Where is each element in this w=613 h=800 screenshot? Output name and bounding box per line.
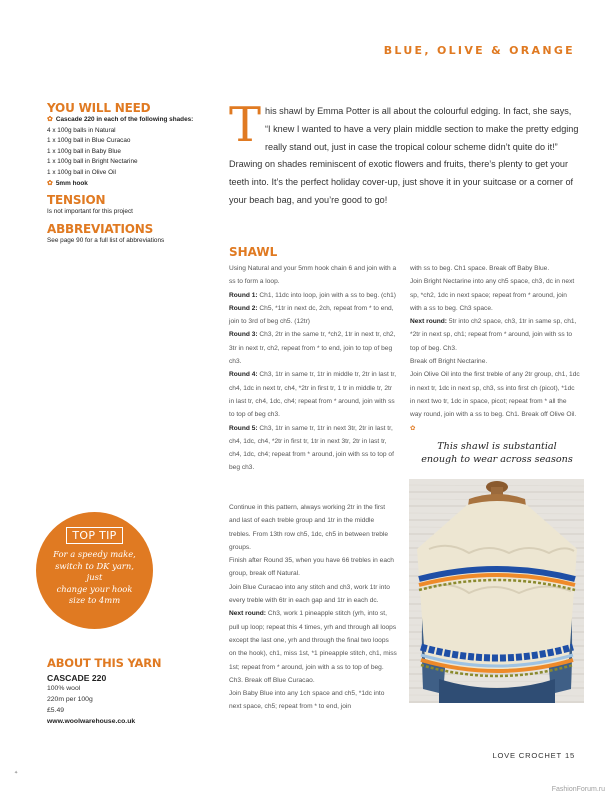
instruction-step: with ss to beg. Ch1 space. Break off Baby Blue.: [410, 265, 550, 272]
top-tip-badge: [36, 512, 153, 629]
instruction-step: Break off Bright Nectarine.: [410, 358, 488, 366]
abbreviations-text: See page 90 for a full list of abbreviations: [47, 236, 165, 244]
about-yarn-title: ABOUT THIS YARN: [47, 656, 162, 670]
shawl-photo: [409, 479, 584, 703]
materials-item: ✿ Cascade 220 in each of the following shades:: [47, 116, 194, 123]
yarn-retailer-link[interactable]: www.woolwarehouse.co.uk: [47, 718, 136, 725]
materials-item: 4 x 100g balls in Natural: [47, 126, 116, 134]
end-flower-icon: ✿: [410, 424, 416, 432]
abbreviations-title: ABBREVIATIONS: [47, 221, 154, 236]
drop-cap: T: [229, 97, 262, 153]
yarn-detail: 100% wool: [47, 685, 81, 692]
instruction-step: Next round: Ch3, work 1 pineapple stitch (yrh, into st, pull up loop; repeat this 4 times, yrh and through all loops except the last one, yrh and through the final two loops on the hook), ch1, miss 1st, *1 pineapple stitch, ch1, miss 1st; repeat from * around, join with a ss to top of beg. Ch3. Break off Blue Curacao.: [229, 610, 397, 684]
instruction-step: Join Baby Blue into any 1ch space and ch5, *1dc into next space, ch5; repeat from * to end, join: [229, 690, 385, 711]
instruction-step: Using Natural and your 5mm hook chain 6 and join with a ss to form a loop.: [229, 265, 397, 286]
sidebar: [47, 101, 207, 246]
instruction-step: Round 2: Ch5, *1tr in next dc, 2ch, repeat from * to end, join to 3rd of beg ch5. (12tr): [229, 304, 394, 326]
intro-paragraph: [229, 97, 579, 210]
page-footer: [492, 751, 575, 760]
instruction-step: Finish after Round 35, when you have 66 trebles in each group, break off Natural.: [229, 557, 394, 578]
materials-item: 1 x 100g ball in Bright Nectarine: [47, 158, 138, 166]
materials-item: 1 x 100g ball in Olive Oil: [47, 168, 116, 176]
tension-text: Is not important for this project: [47, 208, 133, 216]
yarn-price: £5.49: [47, 707, 65, 714]
watermark: FashionForum.ru: [551, 786, 605, 793]
shawl-illustration: [409, 479, 584, 703]
photo-caption: This shawl is substantial enough to wear across seasons: [421, 441, 573, 465]
instructions-column-1-continued: [229, 501, 397, 714]
about-yarn-box: [47, 656, 217, 728]
materials-item: ✿ 5mm hook: [47, 179, 88, 187]
yarn-name: CASCADE 220: [47, 673, 107, 683]
instruction-step: Next round: 5tr into ch2 space, ch3, 1tr in same sp, ch1, *2tr in next sp, ch1; repeat from * around, join with ss to top of beg. Ch3.: [410, 318, 577, 352]
section-header-title: BLUE, OLIVE & ORANGE: [383, 44, 575, 57]
page-number: 15: [564, 751, 575, 760]
materials-item: 1 x 100g ball in Blue Curacao: [47, 137, 131, 145]
tension-title: TENSION: [47, 193, 106, 208]
materials-item: 1 x 100g ball in Baby Blue: [47, 147, 121, 155]
top-tip-title: TOP TIP: [66, 527, 122, 544]
you-will-need-title: YOU WILL NEED: [47, 101, 151, 115]
instruction-step: Join Bright Nectarine into any ch5 space, ch3, dc in next sp, *ch2, 1dc in next space; repeat from * around, join with a ss to beg. Ch3 space.: [410, 278, 575, 312]
shawl-section-title: SHAWL: [229, 245, 278, 259]
flower-bullet-icon: ✿: [47, 179, 53, 187]
instruction-step: Continue in this pattern, always working 2tr in the first and last of each treble group and 1tr in the middle trebles. From 13th row ch5, 1dc, ch5 in between treble groups.: [229, 504, 389, 551]
magazine-name: LOVE CROCHET: [492, 751, 562, 760]
yarn-detail: 220m per 100g: [47, 696, 93, 703]
flower-bullet-icon: ✿: [47, 116, 53, 123]
instruction-step: Round 3: Ch3, 2tr in the same tr, *ch2, 1tr in next tr, ch2, 3tr in next tr, ch2, repeat from * to end, join to top of beg ch3.: [229, 331, 396, 366]
top-tip-text: For a speedy make, switch to DK yarn, just change your hook size to 4mm: [53, 549, 136, 605]
instruction-step: Join Olive Oil into the first treble of any 2tr group, ch1, 1dc in next tr, 1dc in next sp, ch3, ss into first ch (picot), *1dc in next two tr, 1dc in space, picot; repeat from * all the way round, join with a ss to beg. Ch1. Break off Olive Oil. ✿: [410, 371, 580, 432]
instruction-step: Round 4: Ch3, 1tr in same tr, 1tr in middle tr, 2tr in last tr, ch4, 1dc in next tr, ch4, *2tr in first tr, 1 tr in middle tr, 2tr in last tr, ch4, 1dc, ch4; repeat from * around, join with ss to top of beg ch3.: [229, 371, 397, 419]
intro-text: his shawl by Emma Potter is all about the colourful edging. In fact, she says, “I knew I wanted to have a very plain middle section to make the pretty edging really stand out, just in case the tropical colour scheme didn’t quite do it!” Drawing on shades reminiscent of exotic flowers and fruits, there’s plenty to get your teeth into. It’s the perfect holiday cover-up, just shove it in your suitcase or a corner of your beach bag, and you’re good to go!: [229, 106, 579, 205]
instruction-step: Round 1: Ch1, 11dc into loop, join with a ss to beg. (ch1): [229, 291, 397, 299]
instructions-column-1: [229, 262, 397, 475]
instructions-column-2: [410, 262, 580, 435]
instruction-step: Join Blue Curacao into any stitch and ch3, work 1tr into every treble with 6tr in each gap and 1tr in each dc.: [229, 583, 390, 605]
instruction-step: Round 5: Ch3, 1tr in same tr, 1tr in next 3tr, 2tr in last tr, ch4, 1dc, ch4, *2tr in first tr, 1tr in next 3tr, 2tr in last tr, ch4, 1dc, ch4; repeat from * around, join with ss to top of beg ch3.: [229, 424, 394, 472]
corner-mark: ✦: [14, 770, 19, 776]
